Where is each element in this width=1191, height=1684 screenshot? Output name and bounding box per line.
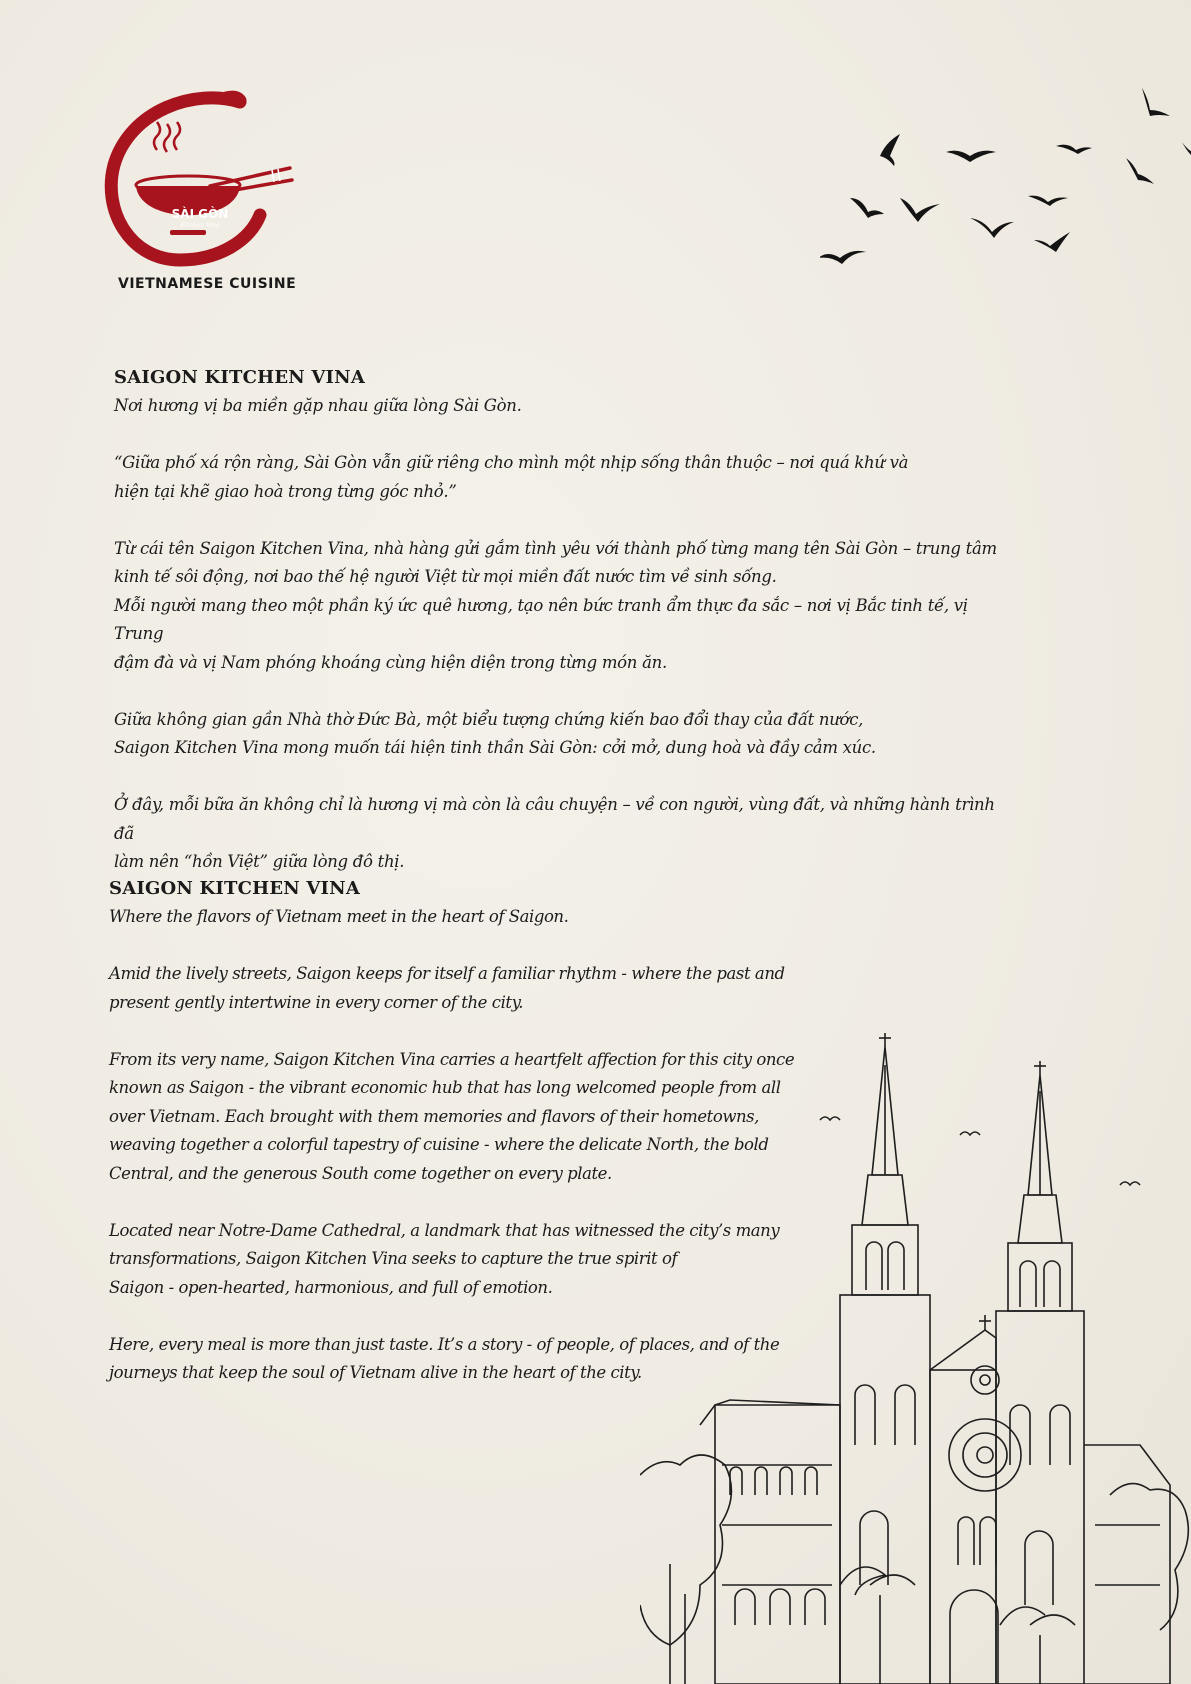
vi-paragraph-1: “Giữa phố xá rộn ràng, Sài Gòn vẫn giữ riêng cho mình một nhịp sống thân thuộc – nơi quá khứ và hiện tại khẽ giao hoà trong từng góc nhỏ.”	[114, 453, 909, 501]
en-paragraph-1: Amid the lively streets, Saigon keeps for itself a familiar rhythm - where the past and present gently intertwine in every corner of the city.	[109, 964, 785, 1012]
en-paragraph-2: From its very name, Saigon Kitchen Vina carries a heartfelt affection for this city once known as Saigon - the vibrant economic hub that has long welcomed people from all over Vietnam. Each brought with them memories and flavors of their hometowns, weaving together a colorful tapestry of cuisine - where the delicate North, the bold Central, and the generous South come together on every plate.	[109, 1049, 795, 1183]
vietnamese-section	[114, 364, 1014, 905]
restaurant-logo	[100, 90, 330, 300]
bowl-logo-icon	[100, 90, 330, 280]
logo-name: SÀI GÒN	[171, 207, 229, 221]
vi-paragraph-2: Từ cái tên Saigon Kitchen Vina, nhà hàng gửi gắm tình yêu với thành phố từng mang tên Sài Gòn – trung tâm kinh tế sôi động, nơi bao thế hệ người Việt từ mọi miền đất nước tìm về sinh sống. Mỗi người mang theo một phần ký ức quê hương, tạo nên bức tranh ẩm thực đa sắc – nơi vị Bắc tinh tế, vị Trung đậm đà và vị Nam phóng khoáng cùng hiện diện trong từng món ăn.	[114, 538, 997, 672]
logo-tagline: VIETNAMESE CUISINE	[118, 276, 297, 292]
vi-paragraph-3: Giữa không gian gần Nhà thờ Đức Bà, một biểu tượng chứng kiến bao đổi thay của đất nước, Saigon Kitchen Vina mong muốn tái hiện tinh thần Sài Gòn: cởi mở, dung hoà và đầy cảm xúc.	[114, 709, 876, 757]
en-paragraph-3: Located near Notre-Dame Cathedral, a landmark that has witnessed the city’s many transformations, Saigon Kitchen Vina seeks to capture the true spirit of Saigon - open-hearted, harmonious, and full of emotion.	[109, 1220, 780, 1297]
en-paragraph-4: Here, every meal is more than just taste. It’s a story - of people, of places, and of the journeys that keep the soul of Vietnam alive in the heart of the city.	[109, 1334, 780, 1382]
cathedral-sketch-icon	[640, 1025, 1191, 1684]
en-tagline: Where the flavors of Vietnam meet in the heart of Saigon.	[109, 907, 569, 926]
vi-title: SAIGON KITCHEN VINA	[114, 367, 365, 388]
flying-birds-icon	[820, 80, 1191, 280]
vi-paragraph-4: Ở đây, mỗi bữa ăn không chỉ là hương vị mà còn là câu chuyện – về con người, vùng đất, và những hành trình đã làm nên “hồn Việt” giữa lòng đô thị.	[114, 795, 995, 871]
logo-subtitle: Kitchen Vina	[180, 222, 220, 229]
vi-tagline: Nơi hương vị ba miền gặp nhau giữa lòng Sài Gòn.	[114, 396, 522, 415]
en-title: SAIGON KITCHEN VINA	[109, 878, 360, 899]
